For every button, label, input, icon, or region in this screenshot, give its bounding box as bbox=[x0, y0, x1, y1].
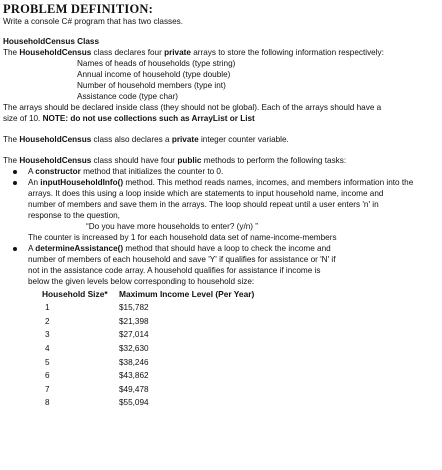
arrays-note-line1: The arrays should be declared inside class (they should not be global). Each of the arrays should have a bbox=[3, 103, 382, 112]
cell-income: $32,630 bbox=[119, 344, 149, 354]
bullet-icon bbox=[13, 170, 17, 174]
cell-income: $27,014 bbox=[119, 330, 149, 340]
text-line: number of members of each household and save 'Y' if qualifies for assistance or 'N' if bbox=[28, 255, 336, 264]
text-line: below the given levels below corresponding to household size: bbox=[28, 277, 255, 286]
cell-size: 2 bbox=[45, 316, 50, 326]
document-page bbox=[3, 2, 439, 410]
methods-list bbox=[3, 166, 439, 188]
table-row bbox=[42, 355, 254, 369]
table-row bbox=[42, 383, 254, 397]
text-run: class declares four bbox=[91, 48, 165, 57]
text-run: An bbox=[28, 178, 41, 187]
cell-income: $49,478 bbox=[119, 384, 149, 394]
column-header: Household Size* bbox=[42, 289, 108, 299]
text-line: arrays. It does this using a loop inside which are statements to input household name, income and bbox=[28, 189, 384, 198]
income-level-table bbox=[42, 288, 254, 410]
prompt-quote: “Do you have more households to enter? (y/n) ” bbox=[86, 222, 259, 231]
cell-income: $43,862 bbox=[119, 371, 149, 381]
text-run: The bbox=[3, 156, 20, 165]
cell-size: 6 bbox=[45, 371, 50, 381]
methods-paragraph bbox=[3, 155, 439, 166]
column-header: Maximum Income Level (Per Year) bbox=[119, 289, 255, 299]
array-item: Annual income of household (type double) bbox=[77, 70, 231, 79]
section-heading: HouseholdCensus Class bbox=[3, 37, 99, 46]
array-item: Names of heads of households (type string) bbox=[77, 59, 236, 68]
array-list bbox=[3, 58, 439, 102]
keyword-public: public bbox=[177, 156, 202, 165]
note-text: NOTE: do not use collections such as ArrayList or List bbox=[42, 114, 255, 123]
text-line: response to the question, bbox=[28, 211, 120, 220]
text-run: A bbox=[28, 167, 36, 176]
cell-size: 3 bbox=[45, 330, 50, 340]
text-run: methods to perform the following tasks: bbox=[201, 156, 347, 165]
method-name: constructor bbox=[35, 167, 81, 176]
text-run: size of 10. bbox=[3, 114, 43, 123]
text-run: class should have four bbox=[91, 156, 178, 165]
keyword-private: private bbox=[164, 48, 191, 57]
methods-list-cont bbox=[3, 243, 439, 254]
cell-income: $21,398 bbox=[119, 316, 149, 326]
cell-size: 5 bbox=[45, 357, 50, 367]
method-name: determineAssistance() bbox=[35, 244, 124, 253]
array-item: Number of household members (type int) bbox=[77, 81, 226, 90]
array-item: Assistance code (type char) bbox=[77, 92, 179, 101]
class-name: HouseholdCensus bbox=[19, 156, 92, 165]
text-run: The bbox=[3, 48, 20, 57]
text-line: not in the assistance code array. A household qualifies for assistance if income is bbox=[28, 266, 321, 275]
cell-size: 4 bbox=[45, 344, 50, 354]
text-line: number of members and save them in the arrays. The loop should repeat until a user enters 'n' in bbox=[28, 200, 379, 209]
table-row bbox=[42, 369, 254, 383]
cell-size: 8 bbox=[45, 398, 50, 408]
arrays-paragraph bbox=[3, 47, 439, 58]
cell-size: 7 bbox=[45, 384, 50, 394]
text-run: class also declares a bbox=[91, 135, 172, 144]
class-name: HouseholdCensus bbox=[19, 135, 92, 144]
text-run: integer counter variable. bbox=[198, 135, 289, 144]
method-name: inputHouseholdInfo() bbox=[40, 178, 124, 187]
cell-income: $15,782 bbox=[119, 303, 149, 313]
text-run: method that should have a loop to check the income and bbox=[123, 244, 331, 253]
arrays-note-line2 bbox=[3, 113, 439, 124]
text-run: The bbox=[3, 135, 20, 144]
cell-size: 1 bbox=[45, 303, 50, 313]
table-row bbox=[42, 301, 254, 315]
class-name: HouseholdCensus bbox=[19, 48, 92, 57]
table-row bbox=[42, 328, 254, 342]
text-run: A bbox=[28, 244, 36, 253]
cell-income: $55,094 bbox=[119, 398, 149, 408]
bullet3-continuation bbox=[3, 254, 439, 287]
intro-text: Write a console C# program that has two classes. bbox=[3, 17, 184, 26]
list-item bbox=[3, 243, 439, 254]
cell-income: $38,246 bbox=[119, 357, 149, 367]
page-title: PROBLEM DEFINITION: bbox=[3, 2, 153, 16]
counter-paragraph bbox=[3, 134, 439, 145]
text-run: arrays to store the following information respectively: bbox=[190, 48, 384, 57]
table-row bbox=[42, 396, 254, 410]
text-line: The counter is increased by 1 for each household data set of name-income-members bbox=[28, 233, 337, 242]
list-item bbox=[3, 177, 439, 188]
table-row bbox=[42, 342, 254, 356]
bullet2-continuation bbox=[3, 188, 439, 243]
text-run: method that initializes the counter to 0. bbox=[80, 167, 224, 176]
text-run: method. This method reads names, incomes, and members information into the bbox=[123, 178, 414, 187]
list-item bbox=[3, 166, 439, 177]
keyword-private: private bbox=[171, 135, 199, 144]
table-row bbox=[42, 315, 254, 329]
bullet-icon bbox=[13, 247, 17, 251]
bullet-icon bbox=[13, 181, 17, 185]
table-header-row bbox=[42, 288, 254, 301]
